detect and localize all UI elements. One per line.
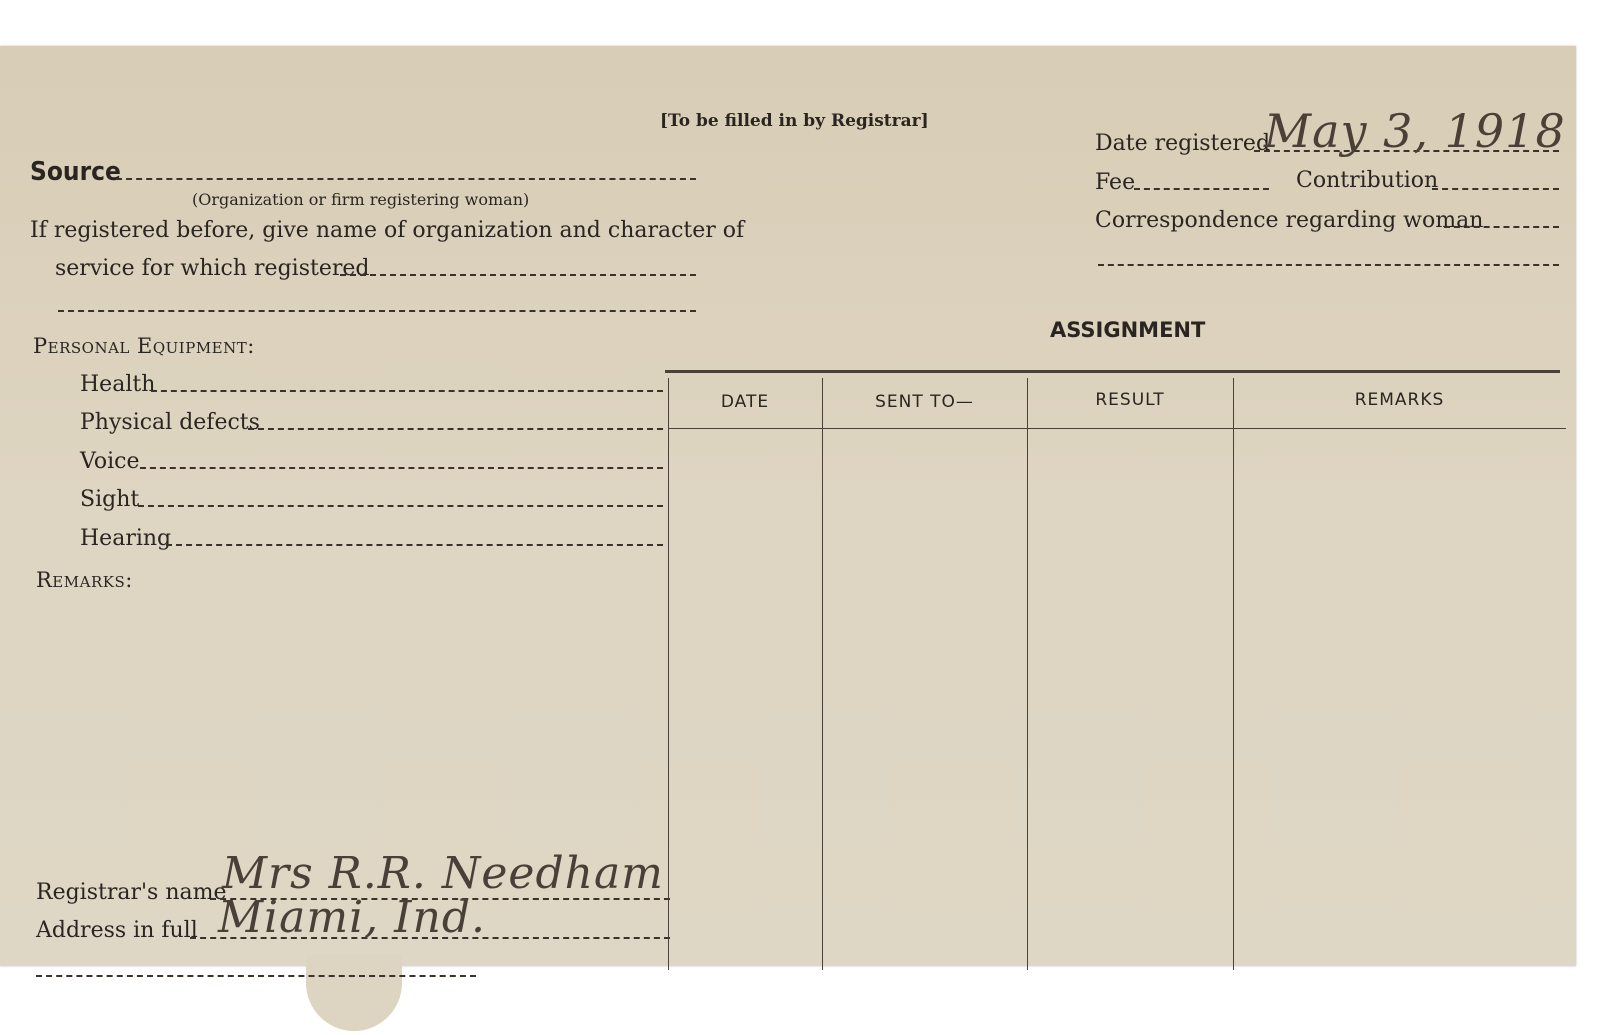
source-field[interactable]	[116, 178, 696, 180]
table-header-rule	[668, 428, 1566, 429]
table-divider-2	[1027, 378, 1028, 970]
registered-before-field[interactable]	[340, 274, 696, 276]
col-date: DATE	[720, 392, 770, 412]
voice-label: Voice	[80, 449, 140, 474]
assignment-title: ASSIGNMENT	[1050, 318, 1206, 342]
sight-field[interactable]	[138, 505, 663, 507]
registrar-note: [To be filled in by Registrar]	[660, 111, 929, 131]
physical-defects-label: Physical defects	[80, 410, 260, 435]
registered-before-field-2[interactable]	[58, 310, 696, 312]
hearing-field[interactable]	[166, 544, 663, 546]
health-field[interactable]	[151, 390, 663, 392]
correspondence-field[interactable]	[1444, 226, 1559, 228]
card-tab	[306, 955, 402, 1031]
address-label: Address in full	[36, 918, 198, 943]
fee-field[interactable]	[1134, 188, 1269, 190]
source-label: Source	[30, 157, 121, 187]
registered-before-line1: If registered before, give name of organization and character of	[30, 218, 745, 243]
registrar-name-value: Mrs R.R. Needham	[222, 848, 664, 899]
physical-defects-field[interactable]	[248, 428, 663, 430]
table-divider-1	[822, 378, 823, 970]
table-border-left	[668, 378, 669, 970]
remarks-heading: Remarks:	[36, 568, 133, 592]
contribution-label: Contribution	[1296, 168, 1439, 193]
contribution-field[interactable]	[1432, 188, 1559, 190]
address-field-2[interactable]	[36, 975, 476, 977]
col-remarks: REMARKS	[1354, 390, 1445, 410]
col-sent-to: SENT TO—	[875, 392, 974, 412]
personal-equipment-heading: Personal Equipment:	[33, 334, 255, 358]
correspondence-field-2[interactable]	[1098, 264, 1559, 266]
date-registered-value: May 3, 1918	[1264, 104, 1566, 158]
table-divider-3	[1233, 378, 1234, 970]
health-label: Health	[80, 372, 156, 397]
table-top-rule	[665, 370, 1560, 373]
registrar-name-label: Registrar's name	[36, 880, 227, 905]
col-result: RESULT	[1095, 390, 1165, 410]
registered-before-line2: service for which registered	[55, 256, 370, 281]
date-registered-label: Date registered	[1095, 131, 1271, 156]
fee-label: Fee	[1095, 170, 1136, 195]
address-value: Miami, Ind.	[218, 892, 486, 943]
sight-label: Sight	[80, 487, 140, 512]
source-sublabel: (Organization or firm registering woman)	[192, 190, 530, 209]
correspondence-label: Correspondence regarding woman	[1095, 208, 1484, 233]
hearing-label: Hearing	[80, 526, 172, 551]
voice-field[interactable]	[140, 467, 663, 469]
